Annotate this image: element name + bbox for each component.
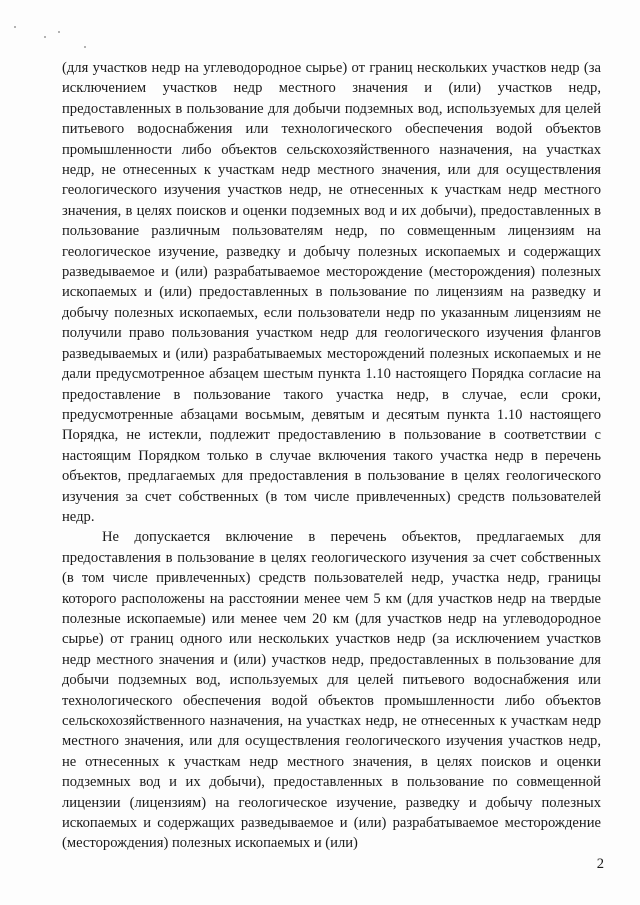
document-body bbox=[62, 58, 601, 854]
scan-speck bbox=[44, 36, 46, 38]
page-number: 2 bbox=[596, 856, 604, 872]
scan-artifacts bbox=[14, 22, 104, 52]
paragraph-1: (для участков недр на углеводородное сырье) от границ нескольких участков недр (за исключением участков недр местного значения и (или) участков недр, предоставленных в пользование для добычи подземных вод, используемых для целей питьевого водоснабжения или технологического обеспечения водой объектов промышленности либо объектов сельскохозяйственного назначения, на участках недр, не отнесенных к участкам недр местного значения, или для осуществления геологического изучения участков недр, не отнесенных к участкам недр местного значения, в целях поисков и оценки подземных вод и их добычи), предоставленных в пользование различным пользователям недр, по совмещенным лицензиям на геологическое изучение, разведку и добычу полезных ископаемых и содержащих разведываемое и (или) разрабатываемое месторождение (месторождения) полезных ископаемых и (или) предоставленных в пользование по лицензиям на разведку и добычу полезных ископаемых, если пользователи недр по указанным лицензиям не получили право пользования участком недр для геологического изучения флангов разведываемых и (или) разрабатываемых месторождений полезных ископаемых и не дали предусмотренное абзацем шестым пункта 1.10 настоящего Порядка согласие на предоставление в пользование такого участка недр, в случае, если сроки, предусмотренные абзацами восьмым, девятым и десятым пункта 1.10 настоящего Порядка, не истекли, подлежит предоставлению в пользование в соответствии с настоящим Порядком только в случае включения такого участка недр в перечень объектов, предлагаемых для предоставления в пользование в целях геологического изучения за счет собственных (в том числе привлеченных) средств пользователей недр. bbox=[62, 60, 601, 525]
scan-speck bbox=[14, 26, 16, 28]
scan-speck bbox=[58, 31, 60, 33]
paragraph-2: Не допускается включение в перечень объектов, предлагаемых для предоставления в пользование в целях геологического изучения за счет собственных (в том числе привлеченных) средств пользователей недр, участка недр, границы которого расположены на расстоянии менее чем 5 км (для участков недр на твердые полезные ископаемые) или менее чем 20 км (для участков недр на углеводородное сырье) от границ одного или нескольких участков недр (за исключением участков недр местного значения и (или) участков недр, предоставленных в пользование для добычи подземных вод, используемых для целей питьевого водоснабжения или технологического обеспечения водой объектов промышленности либо объектов сельскохозяйственного назначения, на участках недр, не отнесенных к участкам недр местного значения, или для осуществления геологического изучения участков недр, не отнесенных к участкам недр местного значения, в целях поисков и оценки подземных вод и их добычи), предоставленных в пользование по совмещенной лицензии (лицензиям) на геологическое изучение, разведку и добычу полезных ископаемых и содержащих разведываемое и (или) разрабатываемое месторождение (месторождения) полезных ископаемых и (или) bbox=[62, 529, 601, 852]
scan-speck bbox=[84, 46, 86, 48]
